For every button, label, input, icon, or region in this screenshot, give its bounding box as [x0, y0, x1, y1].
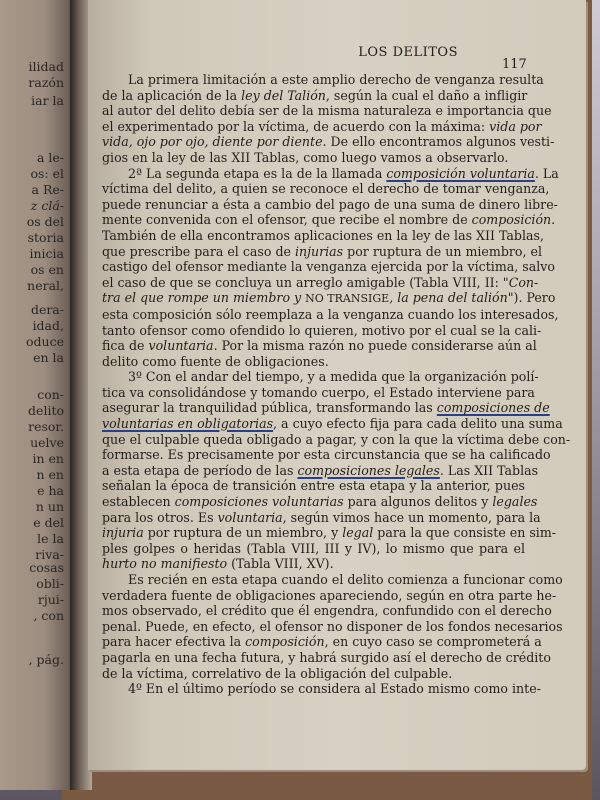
- text-segment: , la pena del talión: [389, 290, 508, 306]
- text-line: [102, 666, 525, 682]
- text-segment: al autor del delito debía ser de la misma naturaleza e importancia que: [102, 103, 552, 119]
- text-segment: que el culpable queda obligado a pagar, y con la que la víctima debe con-: [102, 431, 571, 447]
- text-line: [102, 87, 528, 104]
- text-segment: voluntaria: [217, 509, 283, 525]
- text-line: [102, 587, 557, 604]
- left-page-text-fragment: inicia: [29, 246, 64, 261]
- text-segment: composiciones voluntarias: [174, 494, 344, 510]
- text-segment: ples golpes o heridas (Tabla VIII, III y IV), lo mismo que para el: [102, 540, 525, 556]
- text-segment: La primera limitación a este amplio derecho de venganza resulta: [128, 72, 544, 87]
- text-line: [102, 572, 563, 588]
- text-line: [102, 322, 542, 339]
- running-head: LOS DELITOS: [358, 45, 458, 60]
- text-segment: mos observado, el crédito que él engendra, confundido con el derecho: [102, 603, 552, 619]
- text-segment: pagarla en una fecha futura, y habrá surgido así el derecho de crédito: [102, 649, 551, 665]
- text-line: [102, 290, 556, 307]
- text-line: [102, 525, 557, 541]
- text-segment: (Tabla VIII, XV).: [227, 556, 334, 572]
- text-line: [102, 649, 551, 666]
- text-segment: injurias: [294, 243, 344, 259]
- text-segment: delito como fuente de obligaciones.: [102, 353, 329, 369]
- text-line: [102, 212, 556, 228]
- text-segment: También de ella encontramos aplicaciones en la ley de las XII Tablas,: [102, 227, 544, 243]
- text-segment: , según la cual el daño a infligir: [325, 87, 528, 103]
- text-segment: para algunos delitos y: [343, 494, 493, 510]
- text-segment: que prescribe para el caso de: [102, 243, 295, 259]
- text-line: [102, 494, 538, 510]
- text-segment: , en cuyo caso se comprometerá a: [324, 634, 542, 650]
- text-segment: 3º Con el andar del tiempo, y a medida que la organización polí-: [128, 369, 539, 385]
- text-segment: injuria: [102, 525, 144, 541]
- text-line: [102, 181, 550, 197]
- text-segment: asegurar la tranquilidad pública, transformando las: [102, 400, 437, 416]
- text-segment: víctima del delito, a quien se reconoce el derecho de tomar venganza,: [102, 181, 550, 197]
- left-page-text-fragment: ilidad: [28, 59, 64, 74]
- text-segment: tanto ofensor como ofendido lo quieren, motivo por el cual se la cali-: [102, 322, 542, 338]
- left-page-text-fragment: e del: [33, 515, 64, 530]
- text-segment: para la que consiste en sim-: [373, 525, 557, 541]
- text-line: [102, 634, 542, 650]
- left-page-text-fragment: dera-: [30, 302, 64, 317]
- text-segment: ley del Talión: [241, 87, 326, 103]
- text-line: [102, 462, 539, 479]
- text-line: [102, 243, 542, 260]
- text-segment: composición: [471, 212, 552, 228]
- text-segment: tica va consolidándose y tomando cuerpo, el Estado interviene para: [102, 384, 535, 400]
- text-segment: . La: [534, 165, 559, 181]
- left-page-text-fragment: in en: [32, 451, 64, 466]
- text-segment: mente convenida con el ofensor, que recibe el nombre de: [102, 212, 472, 228]
- text-segment: 2ª La segunda etapa es la de la llamada: [128, 165, 387, 181]
- left-page-text-fragment: resor.: [28, 419, 64, 434]
- text-segment: de la aplicación de la: [102, 87, 242, 103]
- text-line: [102, 227, 544, 244]
- left-page-text-fragment: n en: [36, 467, 64, 482]
- text-line: [102, 447, 551, 463]
- text-line: [102, 103, 552, 119]
- text-line: [102, 306, 559, 323]
- left-page-text-fragment: rjui-: [37, 592, 64, 607]
- text-line: [102, 384, 535, 401]
- text-segment: . Las XII Tablas: [439, 462, 539, 478]
- text-line: [102, 196, 558, 213]
- left-page-text-fragment: con-: [37, 387, 64, 402]
- left-page-text-fragment: riva-: [35, 547, 64, 562]
- text-segment: formarse. Es precisamente por esta circunstancia que se ha calificado: [102, 447, 551, 463]
- text-segment: por ruptura de un miembro, el: [343, 243, 542, 259]
- text-segment: . Por la misma razón no puede considerarse aún al: [213, 338, 537, 354]
- text-segment: composición: [245, 634, 325, 650]
- text-segment: legal: [342, 525, 374, 541]
- text-segment: vida por: [489, 118, 542, 134]
- underlined-phrase: composiciones de: [436, 400, 550, 416]
- text-line: [102, 134, 555, 150]
- left-page-text-fragment: , con: [33, 608, 64, 623]
- text-line: [102, 416, 563, 432]
- text-segment: . De ello encontramos algunos vesti-: [322, 134, 555, 150]
- left-page-text-fragment: os en: [30, 262, 64, 277]
- underlined-phrase: voluntarias en obligatorias: [102, 416, 274, 432]
- text-segment: señalan la época de transición entre esta etapa y la anterior, pues: [102, 478, 525, 494]
- text-segment: puede renunciar a ésta a cambio del pago de una suma de dinero libre-: [102, 196, 558, 212]
- text-segment: NO TRANSIGE: [305, 292, 390, 306]
- text-segment: por ruptura de un miembro, y: [143, 525, 343, 541]
- left-page-text-fragment: z clá-: [30, 198, 64, 213]
- text-segment: establecen: [102, 494, 175, 510]
- text-segment: , a cuyo efecto fija para cada delito una suma: [273, 416, 563, 432]
- body-text: [102, 72, 571, 697]
- left-page-text-fragment: os: el: [30, 166, 64, 181]
- text-line: [102, 72, 544, 88]
- text-segment: para los otros. Es: [102, 509, 218, 525]
- left-page-text-fragment: n un: [35, 499, 64, 514]
- text-line: [102, 354, 525, 370]
- left-page-text-fragment: , pág.: [28, 652, 64, 667]
- text-segment: legales: [492, 494, 538, 510]
- text-segment: esta composición sólo reemplaza a la venganza cuando los interesados,: [102, 306, 559, 322]
- text-segment: el caso de que se concluya un arreglo amigable (Tabla VIII, II: ": [102, 274, 509, 290]
- underlined-phrase: composición voluntaria: [386, 165, 535, 181]
- text-line: [102, 369, 539, 385]
- text-segment: vida, ojo por ojo, diente por diente: [102, 134, 323, 150]
- left-page-text-fragment: a Re-: [31, 182, 64, 197]
- text-segment: gios en la ley de las XII Tablas, como luego vamos a observarlo.: [102, 149, 509, 165]
- left-page-text-fragment: os del: [26, 214, 64, 229]
- left-page-text-fragment: en la: [33, 350, 64, 365]
- text-line: [102, 165, 559, 182]
- text-segment: a esta etapa de período de las: [102, 462, 298, 478]
- text-segment: penal. Puede, en efecto, el ofensor no disponer de los fondos necesarios: [102, 618, 563, 634]
- text-segment: castigo del ofensor mediante la venganza ejercida por la víctima, salvo: [102, 259, 555, 275]
- page-number: 117: [502, 57, 527, 72]
- text-segment: Con-: [508, 274, 539, 290]
- underlined-phrase: composiciones legales: [297, 462, 440, 478]
- text-line: [102, 400, 550, 416]
- left-page-text-fragment: neral,: [27, 278, 64, 293]
- text-line: [102, 274, 539, 291]
- left-page-text-fragment: storia: [27, 230, 64, 245]
- text-segment: tra el que rompe un miembro y: [102, 290, 306, 306]
- text-line: [102, 681, 541, 697]
- text-line: [102, 556, 525, 572]
- text-line: [102, 118, 542, 135]
- text-segment: "). Pero: [507, 290, 556, 306]
- text-line: [102, 259, 555, 275]
- right-page: [88, 0, 586, 770]
- text-segment: Es recién en esta etapa cuando el delito comienza a funcionar como: [128, 572, 563, 587]
- text-segment: .: [551, 212, 556, 228]
- left-page-text-fragment: e ha: [37, 483, 64, 498]
- left-page-text-fragment: obli-: [36, 576, 64, 591]
- left-page: [0, 0, 74, 790]
- text-segment: voluntaria: [148, 338, 214, 354]
- text-segment: 4º En el último período se considera al Estado mismo como inte-: [128, 681, 541, 697]
- left-page-text-fragment: iar la: [31, 93, 64, 108]
- text-line: [102, 478, 525, 494]
- text-line: [102, 509, 541, 526]
- left-page-text-fragment: uelve: [30, 435, 64, 450]
- text-line: [102, 431, 571, 448]
- left-page-text-fragment: razón: [28, 75, 64, 90]
- text-segment: fica de: [102, 338, 149, 354]
- left-page-text-fragment: oduce: [26, 334, 64, 349]
- text-segment: de la víctima, correlativo de la obligación del culpable.: [102, 665, 453, 681]
- left-page-text-fragment: a le-: [36, 150, 64, 165]
- text-segment: verdadera fuente de obligaciones apareciendo, según en otra parte he-: [102, 587, 557, 603]
- left-page-text-fragment: le la: [37, 531, 64, 546]
- text-segment: el experimentado por la víctima, de acuerdo con la máxima:: [102, 118, 490, 134]
- text-line: [102, 618, 563, 635]
- text-segment: hurto no manifiesto: [102, 556, 228, 572]
- text-line: [102, 150, 525, 166]
- text-line: [102, 338, 537, 354]
- left-page-text-fragment: delito: [28, 403, 64, 418]
- left-page-text-fragment: cosas: [29, 560, 64, 575]
- text-segment: , según vimos hace un momento, para la: [282, 509, 541, 525]
- text-line: [102, 541, 525, 557]
- left-page-text-fragment: idad,: [32, 318, 64, 333]
- text-line: [102, 603, 552, 619]
- text-segment: para hacer efectiva la: [102, 634, 246, 650]
